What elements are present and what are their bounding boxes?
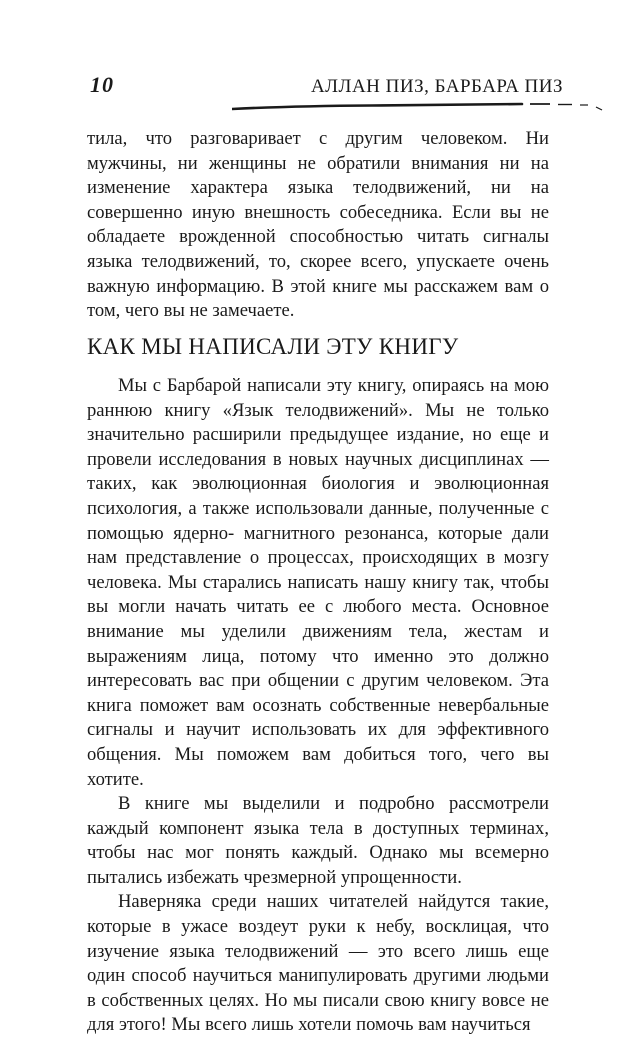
- section-paragraph: Наверняка среди наших читателей найдутся такие, которые в ужасе воздеут руки к небу, восклицая, что изучение языка телодвижений — это всего лишь еще один способ научиться манипулировать другими людьми в собственных целях. Но мы писали свою книгу вовсе не для этого! Мы всего лишь хотели помочь вам научиться: [87, 891, 549, 1036]
- intro-text: [87, 127, 549, 324]
- intro-paragraph: тила, что разговаривает с другим человеком. Ни мужчины, ни женщины не обратили внимания ни на изменение характера языка телодвижений, ни на совершенно иную внешность собеседника. Если вы не обладаете врожденной способностью читать сигналы языка телодвижений, то, скорее всего, упускаете очень важную информацию. В этой книге мы расскажем вам о том, чего вы не замечаете.: [87, 128, 549, 322]
- header-rule: [232, 98, 612, 116]
- page-number: 10: [90, 72, 114, 97]
- section-paragraph: В книге мы выделили и подробно рассмотрели каждый компонент языка тела в доступных терминах, чтобы нас мог понять каждый. Однако мы всемерно пытались избежать чрезмерной упрощенности.: [87, 793, 549, 888]
- section-body: [87, 374, 549, 1038]
- section-heading: КАК МЫ НАПИСАЛИ ЭТУ КНИГУ: [87, 334, 459, 359]
- running-head: АЛЛАН ПИЗ, БАРБАРА ПИЗ: [310, 76, 563, 97]
- section-paragraph: Мы с Барбарой написали эту книгу, опираясь на мою раннюю книгу «Язык телодвижений». Мы не только значительно расширили предыдущее издание, но еще и провели исследования в новых научных дисциплинах — таких, как эволюционная биология и эволюционная психология, а также использовали данные, полученные с помощью ядерно- магнитного резонанса, которые дали нам представление о процессах, происходящих в мозгу человека. Мы старались написать нашу книгу так, чтобы вы могли начать читать ее с любого места. Основное внимание мы уделили движениям тела, жестам и выражениям лица, потому что именно это должно интересовать вас при общении с другим человеком. Эта книга поможет вам осознать собственные невербальные сигналы и научит использовать их для эффективного общения. Мы поможем вам добиться того, чего вы хотите.: [87, 375, 549, 790]
